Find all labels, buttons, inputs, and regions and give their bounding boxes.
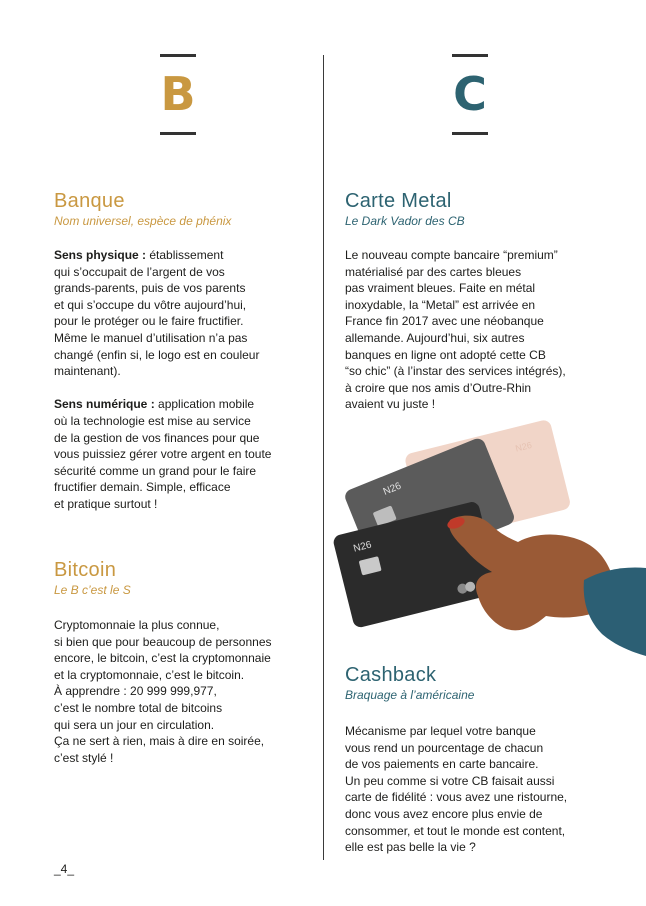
banque-digital-label: Sens numérique :	[54, 397, 155, 412]
letter-bottom-bar	[452, 132, 488, 135]
banque-physical-label: Sens physique :	[54, 248, 147, 262]
cashback-definition: Mécanisme par lequel votre banque vous rend un pourcentage de chacun de vos paiements en carte bancaire. Un peu comme si votre CB faisait aussi carte de fidélité : vous avez une ristourne, donc vous avez encore plus envie de consommer, et tout le monde est content, elle est pas belle la vie ?	[345, 724, 568, 855]
cashback-subtitle: Braquage à l’américaine	[345, 688, 475, 702]
black-card-brand: N26	[352, 539, 373, 555]
carte-metal-definition: Le nouveau compte bancaire “premium” matérialisé par des cartes bleues pas vraiment bleues. Faite en métal inoxydable, la “Metal” est arrivée en France fin 2017 avec une néobanque allemande. Aujourd’hui, six autres banques en ligne ont adopté cette CB “so chic” (à l’instar des services intégrés), à croire que nos amis d’Outre-Rhin avaient vu juste !	[345, 248, 566, 412]
bitcoin-definition: Cryptomonnaie la plus connue, si bien que pour beaucoup de personnes encore, le bitcoin, c’est la cryptomonnaie et la cryptomonnaie, c’est le bitcoin. À apprendre : 20 999 999,977, c’est le nombre total de bitcoins qui sera un jour en circulation. Ça ne sert à rien, mais à dire en soirée, c’est stylé !	[54, 618, 272, 765]
letter-bottom-bar	[160, 132, 196, 135]
carte-metal-subtitle: Le Dark Vador des CB	[345, 214, 465, 228]
letter-top-bar	[452, 54, 488, 57]
banque-title: Banque	[54, 190, 125, 212]
banque-definition: Sens physique : établissement qui s’occupait de l’argent de vos grands-parents, puis de vos parents et qui s’occupe du vôtre aujourd’hui, pour le protéger ou le faire fructifier. Même le manuel d’utilisation n’a pas changé (enfin si, le logo est en couleur maintenant). Sens numérique : application mobile où la technologie est mise au service de la gestion de vos finances pour que vous puissiez gérer votre argent en toute sécurité comme un grand pour le faire fructifier demain. Simple, efficace et pratique surtout !	[54, 247, 314, 513]
letter-b-heading	[160, 54, 220, 134]
banque-digital-line: Sens numérique : application mobile	[54, 397, 255, 412]
bitcoin-title: Bitcoin	[54, 559, 117, 581]
sleeve	[584, 568, 646, 657]
cashback-title: Cashback	[345, 664, 437, 686]
pink-card-brand: N26	[514, 439, 533, 454]
banque-subtitle: Nom universel, espèce de phénix	[54, 214, 232, 228]
bitcoin-subtitle: Le B c’est le S	[54, 583, 131, 597]
letter-glyph: B	[160, 67, 196, 121]
column-divider	[323, 55, 324, 860]
banque-physical-line: Sens physique : établissement	[54, 248, 224, 262]
letter-top-bar	[160, 54, 196, 57]
letter-glyph: C	[453, 67, 487, 121]
letter-c-heading	[452, 54, 512, 134]
grey-card-brand: N26	[381, 480, 403, 498]
page-number: _4_	[54, 862, 75, 876]
carte-metal-title: Carte Metal	[345, 190, 452, 212]
hand-holding-cards-illustration	[332, 420, 646, 660]
